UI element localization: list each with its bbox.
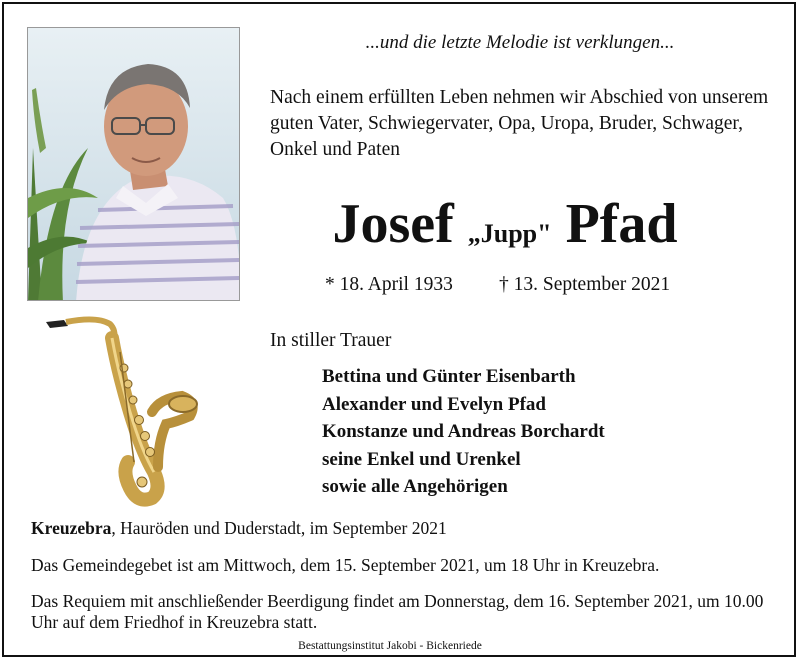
place-and-date [31,518,447,539]
mourning-label: In stiller Trauer [270,330,392,351]
intro-text: Nach einem erfüllten Leben nehmen wir Abschied von unserem guten Vater, Schwiegervater, Opa, Uropa, Bruder, Schwager, Onkel und Paten [270,87,769,160]
family-member: seine Enkel und Urenkel [322,448,521,470]
family-member: Alexander und Evelyn Pfad [322,393,546,415]
requiem-notice: Das Requiem mit anschließender Beerdigung findet am Donnerstag, dem 16. September 2021, um 10.00 Uhr auf dem Friedhof in Kreuzebra statt. [31,591,764,632]
death-date: † 13. September 2021 [499,274,671,295]
family-member: Bettina und Günter Eisenbarth [322,366,576,387]
family-member: Konstanze und Andreas Borchardt [322,421,605,442]
place-town: Kreuzebra [31,518,112,538]
nickname: „Jupp" [467,219,552,248]
place-rest: , Hauröden und Duderstadt, im September 2021 [111,518,447,538]
motto: ...und die letzte Melodie ist verklungen... [365,32,675,53]
portrait-photo [27,27,240,301]
saxophone-illustration [42,312,202,507]
prayer-notice: Das Gemeindegebet ist am Mittwoch, dem 15. September 2021, um 18 Uhr in Kreuzebra. [31,555,660,575]
funeral-home: Bestattungsinstitut Jakobi - Bickenriede [298,640,482,652]
birth-date: * 18. April 1933 [325,274,453,295]
saxophone-icon [42,312,202,507]
first-name: Josef [332,193,454,255]
deceased-name [270,188,740,270]
last-name: Pfad [565,193,678,255]
family-list [322,363,605,501]
family-member: sowie alle Angehörigen [322,476,508,497]
portrait-image [28,28,240,301]
